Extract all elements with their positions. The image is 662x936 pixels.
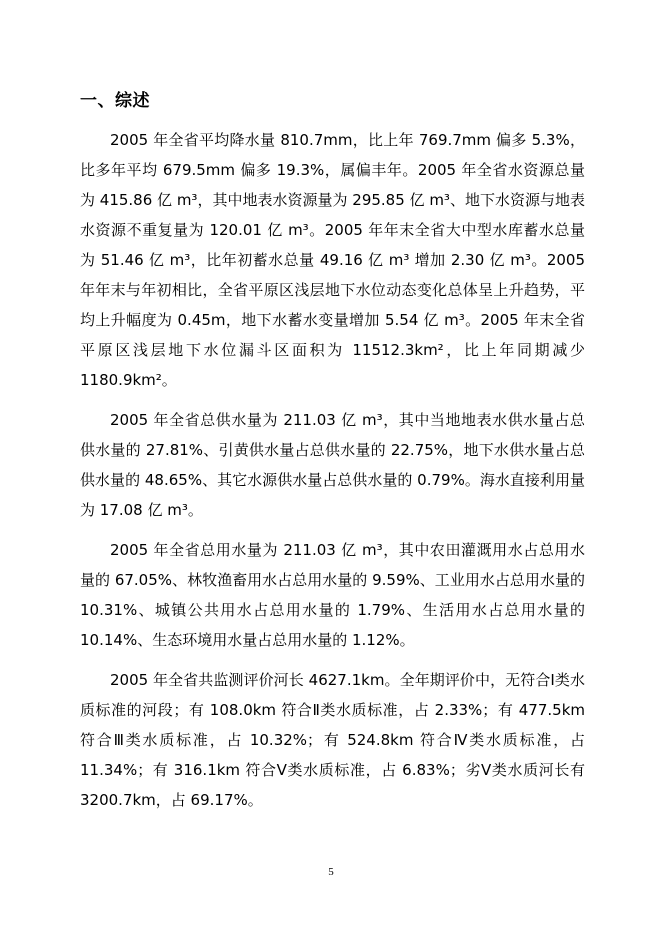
- paragraph-water-supply: 2005 年全省总供水量为 211.03 亿 m³，其中当地地表水供水量占总供水量的 27.81%、引黄供水量占总供水量的 22.75%，地下水供水量占总供水量的 48.65%、其它水源供水量占总供水量的 0.79%。海水直接利用量为 17.08 亿 m³。: [80, 411, 585, 519]
- paragraph-water-use: 2005 年全省总用水量为 211.03 亿 m³，其中农田灌溉用水占总用水量的 67.05%、林牧渔畜用水占总用水量的 9.59%、工业用水占总用水量的 10.31%、城镇公共用水占总用水量的 1.79%、生活用水占总用水量的 10.14%、生态环境用水量占总用水量的 1.12%。: [80, 541, 585, 649]
- paragraph-water-quality: 2005 年全省共监测评价河长 4627.1km。全年期评价中，无符合Ⅰ类水质标准的河段；有 108.0km 符合Ⅱ类水质标准，占 2.33%；有 477.5km 符合Ⅲ类水质标准，占 10.32%；有 524.8km 符合Ⅳ类水质标准，占 11.34%；有 316.1km 符合Ⅴ类水质标准，占 6.83%；劣Ⅴ类水质河长有 3200.7km，占 69.17%。: [80, 671, 585, 809]
- body-text: [80, 125, 585, 825]
- page-number: 5: [328, 866, 334, 878]
- section-heading: 一、综述: [80, 91, 150, 111]
- paragraph-precipitation-resources: 2005 年全省平均降水量 810.7mm，比上年 769.7mm 偏多 5.3%，比多年平均 679.5mm 偏多 19.3%，属偏丰年。2005 年全省水资源总量为 415.86 亿 m³，其中地表水资源量为 295.85 亿 m³、地下水资源与地表水资源不重复量为 120.01 亿 m³。2005 年年末全省大中型水库蓄水总量为 51.46 亿 m³，比年初蓄水总量 49.16 亿 m³ 增加 2.30 亿 m³。2005 年年末与年初相比，全省平原区浅层地下水位动态变化总体呈上升趋势，平均上升幅度为 0.45m，地下水蓄水变量增加 5.54 亿 m³。2005 年末全省平原区浅层地下水位漏斗区面积为 11512.3km²，比上年同期减少 1180.9km²。: [80, 131, 585, 389]
